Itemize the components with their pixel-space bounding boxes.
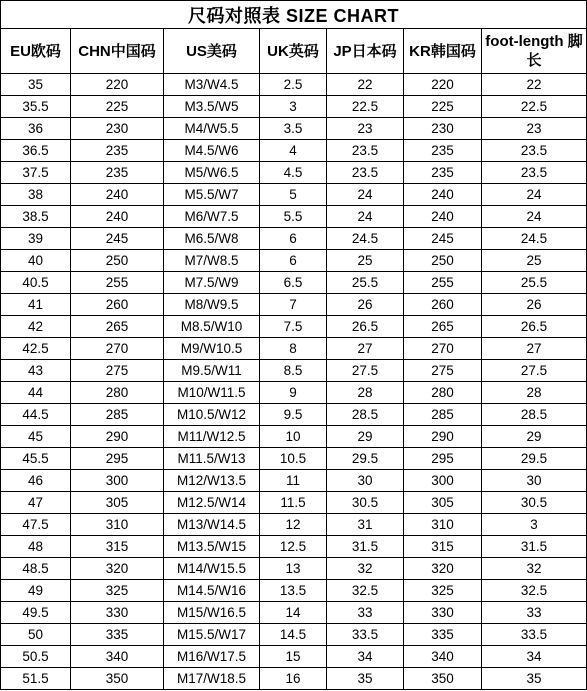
header-jp: JP日本码 (327, 29, 404, 74)
cell-kr: 230 (404, 118, 482, 140)
cell-uk: 6 (260, 228, 327, 250)
cell-jp: 23 (327, 118, 404, 140)
cell-eu: 47 (1, 492, 71, 514)
cell-chn: 255 (71, 272, 164, 294)
cell-uk: 12.5 (260, 536, 327, 558)
cell-eu: 35.5 (1, 96, 71, 118)
cell-us: M11/W12.5 (164, 426, 260, 448)
cell-chn: 235 (71, 162, 164, 184)
cell-chn: 290 (71, 426, 164, 448)
cell-chn: 315 (71, 536, 164, 558)
cell-us: M6/W7.5 (164, 206, 260, 228)
cell-kr: 260 (404, 294, 482, 316)
table-row (1, 580, 587, 602)
cell-jp: 31.5 (327, 536, 404, 558)
cell-jp: 24 (327, 206, 404, 228)
cell-chn: 350 (71, 668, 164, 690)
cell-uk: 8 (260, 338, 327, 360)
cell-foot-length: 25 (482, 250, 587, 272)
cell-us: M15.5/W17 (164, 624, 260, 646)
cell-us: M13/W14.5 (164, 514, 260, 536)
cell-us: M15/W16.5 (164, 602, 260, 624)
cell-chn: 325 (71, 580, 164, 602)
cell-jp: 33 (327, 602, 404, 624)
cell-jp: 34 (327, 646, 404, 668)
cell-kr: 285 (404, 404, 482, 426)
cell-foot-length: 24.5 (482, 228, 587, 250)
cell-uk: 5 (260, 184, 327, 206)
cell-eu: 44 (1, 382, 71, 404)
cell-jp: 23.5 (327, 162, 404, 184)
cell-kr: 350 (404, 668, 482, 690)
cell-us: M3/W4.5 (164, 74, 260, 96)
cell-foot-length: 24 (482, 206, 587, 228)
table-row (1, 162, 587, 184)
cell-jp: 24.5 (327, 228, 404, 250)
cell-foot-length: 25.5 (482, 272, 587, 294)
cell-jp: 26 (327, 294, 404, 316)
header-foot-length: foot-length 脚长 (482, 29, 587, 74)
table-row (1, 668, 587, 690)
table-row (1, 338, 587, 360)
cell-us: M10/W11.5 (164, 382, 260, 404)
size-rows (1, 74, 587, 690)
cell-kr: 235 (404, 140, 482, 162)
cell-uk: 4 (260, 140, 327, 162)
cell-kr: 240 (404, 184, 482, 206)
cell-uk: 5.5 (260, 206, 327, 228)
cell-eu: 49 (1, 580, 71, 602)
cell-jp: 27.5 (327, 360, 404, 382)
cell-chn: 280 (71, 382, 164, 404)
cell-chn: 270 (71, 338, 164, 360)
cell-us: M11.5/W13 (164, 448, 260, 470)
table-row (1, 426, 587, 448)
cell-us: M7.5/W9 (164, 272, 260, 294)
cell-uk: 10 (260, 426, 327, 448)
cell-foot-length: 23 (482, 118, 587, 140)
cell-us: M10.5/W12 (164, 404, 260, 426)
cell-jp: 22 (327, 74, 404, 96)
cell-jp: 25.5 (327, 272, 404, 294)
cell-foot-length: 27.5 (482, 360, 587, 382)
cell-chn: 285 (71, 404, 164, 426)
cell-eu: 48 (1, 536, 71, 558)
cell-uk: 11.5 (260, 492, 327, 514)
cell-uk: 14.5 (260, 624, 327, 646)
cell-chn: 340 (71, 646, 164, 668)
cell-us: M5.5/W7 (164, 184, 260, 206)
cell-chn: 225 (71, 96, 164, 118)
cell-foot-length: 23.5 (482, 140, 587, 162)
cell-uk: 8.5 (260, 360, 327, 382)
cell-us: M7/W8.5 (164, 250, 260, 272)
cell-foot-length: 28.5 (482, 404, 587, 426)
table-row (1, 184, 587, 206)
cell-foot-length: 28 (482, 382, 587, 404)
header-chn: CHN中国码 (71, 29, 164, 74)
cell-uk: 4.5 (260, 162, 327, 184)
cell-us: M9.5/W11 (164, 360, 260, 382)
table-row (1, 96, 587, 118)
table-row (1, 602, 587, 624)
cell-foot-length: 22.5 (482, 96, 587, 118)
table-row (1, 558, 587, 580)
cell-chn: 295 (71, 448, 164, 470)
table-row (1, 294, 587, 316)
cell-uk: 15 (260, 646, 327, 668)
table-row (1, 448, 587, 470)
cell-chn: 240 (71, 184, 164, 206)
cell-eu: 37.5 (1, 162, 71, 184)
cell-eu: 36 (1, 118, 71, 140)
cell-uk: 3.5 (260, 118, 327, 140)
cell-kr: 325 (404, 580, 482, 602)
cell-jp: 31 (327, 514, 404, 536)
cell-uk: 6.5 (260, 272, 327, 294)
cell-foot-length: 29 (482, 426, 587, 448)
cell-eu: 50 (1, 624, 71, 646)
cell-uk: 9.5 (260, 404, 327, 426)
header-us: US美码 (164, 29, 260, 74)
cell-eu: 45.5 (1, 448, 71, 470)
cell-jp: 29.5 (327, 448, 404, 470)
table-row (1, 228, 587, 250)
cell-us: M3.5/W5 (164, 96, 260, 118)
table-row (1, 250, 587, 272)
cell-jp: 24 (327, 184, 404, 206)
cell-kr: 265 (404, 316, 482, 338)
cell-foot-length: 30.5 (482, 492, 587, 514)
cell-jp: 25 (327, 250, 404, 272)
cell-chn: 275 (71, 360, 164, 382)
cell-us: M8.5/W10 (164, 316, 260, 338)
cell-kr: 320 (404, 558, 482, 580)
cell-foot-length: 24 (482, 184, 587, 206)
cell-us: M17/W18.5 (164, 668, 260, 690)
cell-kr: 225 (404, 96, 482, 118)
cell-us: M5/W6.5 (164, 162, 260, 184)
cell-chn: 260 (71, 294, 164, 316)
cell-jp: 28 (327, 382, 404, 404)
cell-chn: 335 (71, 624, 164, 646)
cell-eu: 48.5 (1, 558, 71, 580)
cell-chn: 230 (71, 118, 164, 140)
cell-foot-length: 27 (482, 338, 587, 360)
cell-foot-length: 33.5 (482, 624, 587, 646)
cell-foot-length: 26 (482, 294, 587, 316)
table-row (1, 206, 587, 228)
cell-eu: 49.5 (1, 602, 71, 624)
cell-foot-length: 26.5 (482, 316, 587, 338)
cell-uk: 13.5 (260, 580, 327, 602)
cell-foot-length: 32.5 (482, 580, 587, 602)
cell-uk: 10.5 (260, 448, 327, 470)
cell-uk: 12 (260, 514, 327, 536)
cell-eu: 43 (1, 360, 71, 382)
cell-kr: 245 (404, 228, 482, 250)
cell-chn: 245 (71, 228, 164, 250)
cell-kr: 240 (404, 206, 482, 228)
cell-kr: 315 (404, 536, 482, 558)
cell-eu: 42 (1, 316, 71, 338)
cell-eu: 47.5 (1, 514, 71, 536)
cell-kr: 220 (404, 74, 482, 96)
cell-foot-length: 29.5 (482, 448, 587, 470)
cell-kr: 270 (404, 338, 482, 360)
cell-us: M4.5/W6 (164, 140, 260, 162)
cell-kr: 330 (404, 602, 482, 624)
cell-kr: 280 (404, 382, 482, 404)
table-row (1, 404, 587, 426)
table-row (1, 118, 587, 140)
cell-uk: 2.5 (260, 74, 327, 96)
cell-us: M16/W17.5 (164, 646, 260, 668)
cell-eu: 50.5 (1, 646, 71, 668)
cell-uk: 11 (260, 470, 327, 492)
table-row (1, 360, 587, 382)
cell-kr: 290 (404, 426, 482, 448)
table-row (1, 624, 587, 646)
cell-foot-length: 35 (482, 668, 587, 690)
cell-foot-length: 34 (482, 646, 587, 668)
cell-us: M14.5/W16 (164, 580, 260, 602)
cell-uk: 6 (260, 250, 327, 272)
table-row (1, 492, 587, 514)
cell-foot-length: 31.5 (482, 536, 587, 558)
cell-eu: 41 (1, 294, 71, 316)
cell-jp: 35 (327, 668, 404, 690)
cell-foot-length: 3 (482, 514, 587, 536)
cell-foot-length: 32 (482, 558, 587, 580)
cell-jp: 33.5 (327, 624, 404, 646)
cell-eu: 40 (1, 250, 71, 272)
cell-jp: 32.5 (327, 580, 404, 602)
cell-eu: 40.5 (1, 272, 71, 294)
cell-jp: 22.5 (327, 96, 404, 118)
cell-chn: 305 (71, 492, 164, 514)
cell-kr: 295 (404, 448, 482, 470)
cell-jp: 30 (327, 470, 404, 492)
cell-foot-length: 23.5 (482, 162, 587, 184)
cell-jp: 26.5 (327, 316, 404, 338)
cell-eu: 42.5 (1, 338, 71, 360)
cell-chn: 265 (71, 316, 164, 338)
cell-eu: 38.5 (1, 206, 71, 228)
cell-kr: 335 (404, 624, 482, 646)
table-row (1, 514, 587, 536)
table-row (1, 470, 587, 492)
cell-us: M4/W5.5 (164, 118, 260, 140)
cell-eu: 46 (1, 470, 71, 492)
cell-jp: 23.5 (327, 140, 404, 162)
cell-chn: 220 (71, 74, 164, 96)
cell-jp: 29 (327, 426, 404, 448)
cell-us: M6.5/W8 (164, 228, 260, 250)
cell-jp: 28.5 (327, 404, 404, 426)
cell-us: M9/W10.5 (164, 338, 260, 360)
cell-kr: 250 (404, 250, 482, 272)
cell-uk: 7 (260, 294, 327, 316)
cell-uk: 14 (260, 602, 327, 624)
cell-jp: 27 (327, 338, 404, 360)
table-row (1, 382, 587, 404)
cell-eu: 51.5 (1, 668, 71, 690)
cell-us: M13.5/W15 (164, 536, 260, 558)
cell-chn: 235 (71, 140, 164, 162)
table-row (1, 536, 587, 558)
cell-kr: 300 (404, 470, 482, 492)
cell-kr: 275 (404, 360, 482, 382)
header-kr: KR韩国码 (404, 29, 482, 74)
cell-eu: 44.5 (1, 404, 71, 426)
cell-jp: 32 (327, 558, 404, 580)
cell-jp: 30.5 (327, 492, 404, 514)
cell-chn: 330 (71, 602, 164, 624)
cell-uk: 13 (260, 558, 327, 580)
table-row (1, 646, 587, 668)
table-row (1, 272, 587, 294)
cell-foot-length: 22 (482, 74, 587, 96)
cell-kr: 235 (404, 162, 482, 184)
cell-eu: 36.5 (1, 140, 71, 162)
cell-chn: 320 (71, 558, 164, 580)
cell-kr: 310 (404, 514, 482, 536)
cell-foot-length: 33 (482, 602, 587, 624)
cell-kr: 340 (404, 646, 482, 668)
header-uk: UK英码 (260, 29, 327, 74)
cell-uk: 9 (260, 382, 327, 404)
cell-uk: 3 (260, 96, 327, 118)
cell-eu: 45 (1, 426, 71, 448)
cell-chn: 250 (71, 250, 164, 272)
cell-kr: 305 (404, 492, 482, 514)
cell-uk: 16 (260, 668, 327, 690)
chart-title: 尺码对照表 SIZE CHART (1, 1, 587, 29)
table-row (1, 140, 587, 162)
cell-chn: 240 (71, 206, 164, 228)
cell-chn: 310 (71, 514, 164, 536)
cell-kr: 255 (404, 272, 482, 294)
cell-eu: 35 (1, 74, 71, 96)
cell-foot-length: 30 (482, 470, 587, 492)
cell-us: M14/W15.5 (164, 558, 260, 580)
header-eu: EU欧码 (1, 29, 71, 74)
cell-us: M12/W13.5 (164, 470, 260, 492)
cell-us: M12.5/W14 (164, 492, 260, 514)
cell-eu: 38 (1, 184, 71, 206)
cell-uk: 7.5 (260, 316, 327, 338)
cell-us: M8/W9.5 (164, 294, 260, 316)
table-row (1, 316, 587, 338)
cell-eu: 39 (1, 228, 71, 250)
table-row (1, 74, 587, 96)
cell-chn: 300 (71, 470, 164, 492)
